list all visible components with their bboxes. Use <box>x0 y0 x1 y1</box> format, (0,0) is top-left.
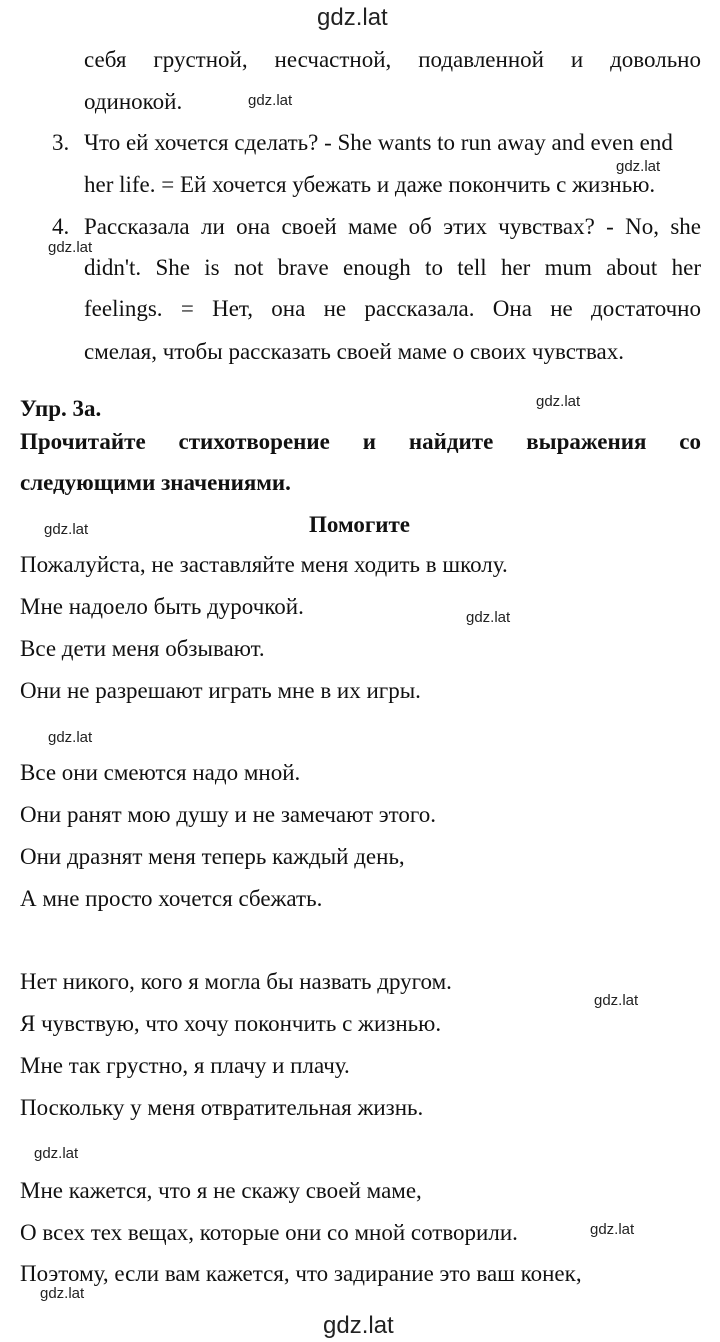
answer-4-line-1: Рассказала ли она своей маме об этих чувствах? - No, she <box>84 214 701 239</box>
poem-line: Поскольку у меня отвратительная жизнь. <box>20 1095 424 1120</box>
poem-line: Я чувствую, что хочу покончить с жизнью. <box>20 1011 442 1036</box>
answer-4-line-3: feelings. = Нет, она не рассказала. Она не достаточно <box>84 296 701 321</box>
poem-line: Мне так грустно, я плачу и плачу. <box>20 1053 350 1078</box>
watermark: gdz.lat <box>40 1285 85 1302</box>
poem-line: Мне кажется, что я не скажу своей маме, <box>20 1178 422 1203</box>
poem-line: Мне надоело быть дурочкой. <box>20 594 304 619</box>
poem-line: О всех тех вещах, которые они со мной сотворили. <box>20 1220 518 1245</box>
poem-line: Все дети меня обзывают. <box>20 636 265 661</box>
answer-3-number: 3. <box>52 130 70 155</box>
poem-line: Пожалуйста, не заставляйте меня ходить в школу. <box>20 552 508 577</box>
exercise-heading: Упр. 3а. <box>20 396 102 421</box>
answer-3-line-2: her life. = Ей хочется убежать и даже покончить с жизнью. <box>84 172 656 197</box>
poem-line: Нет никого, кого я могла бы назвать другом. <box>20 969 452 994</box>
watermark: gdz.lat <box>616 158 661 175</box>
answer-4-number: 4. <box>52 214 70 239</box>
poem-line: Все они смеются надо мной. <box>20 760 301 785</box>
watermark: gdz.lat <box>48 729 93 746</box>
answer-2-line-1: себя грустной, несчастной, подавленной и довольно <box>84 47 701 72</box>
watermark-bottom: gdz.lat <box>323 1312 394 1339</box>
poem-line: Они дразнят меня теперь каждый день, <box>20 844 405 869</box>
exercise-task-line-1: Прочитайте стихотворение и найдите выражения со <box>20 429 701 454</box>
watermark-top: gdz.lat <box>317 4 388 31</box>
answer-4-line-2: didn't. She is not brave enough to tell her mum about her <box>84 255 701 280</box>
answer-3-line-1: Что ей хочется сделать? - She wants to run away and even end <box>84 130 673 155</box>
answer-4-line-4: смелая, чтобы рассказать своей маме о своих чувствах. <box>84 339 624 364</box>
poem-line: Поэтому, если вам кажется, что задирание это ваш конек, <box>20 1261 582 1286</box>
poem-title: Помогите <box>309 512 411 537</box>
exercise-task-line-2: следующими значениями. <box>20 470 291 495</box>
watermark: gdz.lat <box>248 92 293 109</box>
watermark: gdz.lat <box>466 609 511 626</box>
poem-line: А мне просто хочется сбежать. <box>20 886 323 911</box>
watermark: gdz.lat <box>48 239 93 256</box>
poem-line: Они ранят мою душу и не замечают этого. <box>20 802 437 827</box>
watermark: gdz.lat <box>590 1221 635 1238</box>
answer-2-line-2: одинокой. <box>84 89 183 114</box>
watermark: gdz.lat <box>536 393 581 410</box>
poem-line: Они не разрешают играть мне в их игры. <box>20 678 421 703</box>
watermark: gdz.lat <box>44 521 89 538</box>
watermark: gdz.lat <box>34 1145 79 1162</box>
watermark: gdz.lat <box>594 992 639 1009</box>
